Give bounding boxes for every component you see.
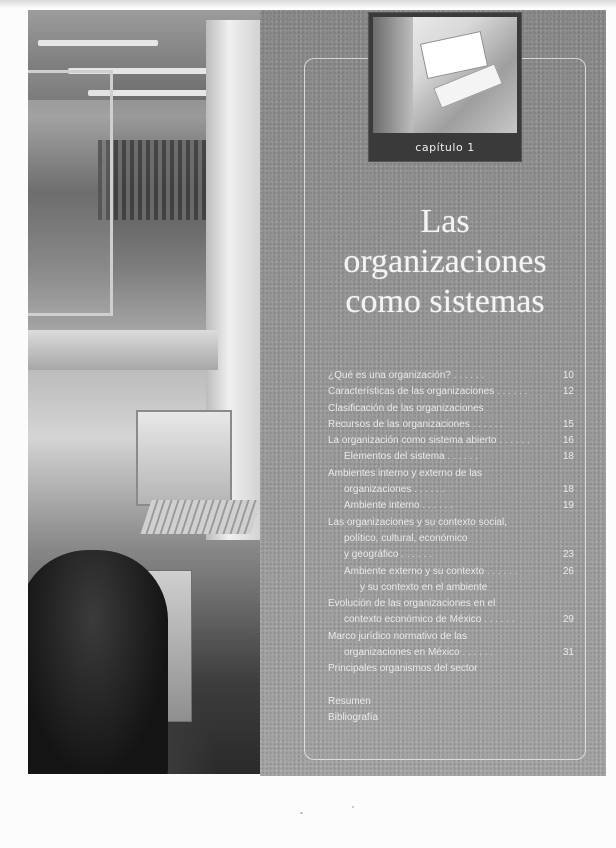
toc-entry-title: organizaciones en México <box>344 647 460 659</box>
toc-entry-title: político, cultural, económico <box>344 532 468 544</box>
toc-leader-dots: . . . . . . <box>444 451 478 463</box>
thumbnail-photo <box>373 17 517 133</box>
toc-leader-dots: . . . . . . <box>398 549 432 561</box>
toc-entry <box>328 710 574 726</box>
toc-leader-dots: . . . . . . <box>459 647 493 659</box>
toc-leader-dots: . . . . . . <box>484 565 518 577</box>
chapter-thumbnail <box>368 12 522 162</box>
toc-entry-title: Ambientes interno y externo de las <box>328 467 482 479</box>
photo-counter <box>28 330 218 370</box>
toc-entry-title: Ambiente interno <box>344 500 420 512</box>
toc-entry-title: Evolución de las organizaciones en el <box>328 598 496 610</box>
toc-entry <box>328 678 574 694</box>
toc-leader-dots: . . . . . . <box>481 614 515 626</box>
toc-page-number: 10 <box>562 370 574 381</box>
toc-entry <box>328 547 574 563</box>
toc-page-number: 26 <box>562 565 574 577</box>
toc-entry <box>328 596 574 612</box>
toc-entry-title: La organización como sistema abierto <box>328 435 497 447</box>
toc-entry-title: ¿Qué es una organización? <box>328 370 451 381</box>
chapter-title-line: organizaciones <box>343 243 547 280</box>
photo-keyboard <box>140 500 261 534</box>
chapter-label: capítulo 1 <box>415 141 475 154</box>
toc-entry <box>328 661 574 677</box>
toc-leader-dots: . . . . . . <box>469 418 504 430</box>
toc-page-number: 12 <box>562 386 574 398</box>
toc-entry <box>328 417 574 433</box>
office-photo <box>28 10 264 774</box>
chapter-title-line: como sistemas <box>345 283 545 320</box>
photo-person <box>28 550 168 774</box>
toc-entry <box>328 433 574 449</box>
toc-page-number: 29 <box>562 614 574 626</box>
toc-entry <box>328 629 574 645</box>
toc-entry <box>328 368 574 384</box>
toc-entry-title: Recursos de las organizaciones <box>328 418 470 430</box>
toc-entry-title: Resumen <box>328 695 371 707</box>
chapter-panel <box>260 10 606 776</box>
toc-entry <box>328 694 574 710</box>
toc-entry-title: Bibliografía <box>328 712 379 724</box>
photo-monitor <box>136 410 232 506</box>
chapter-title <box>320 202 570 322</box>
toc-entry <box>328 466 574 482</box>
toc-leader-dots: . . . . . . <box>496 435 530 447</box>
toc-entry <box>328 482 574 498</box>
ceiling-light <box>38 40 158 46</box>
toc-entry <box>328 645 574 661</box>
photo-shelf <box>98 140 208 220</box>
toc-entry-title: y su contexto en el ambiente <box>360 581 488 593</box>
toc-entry-title: y geográfico <box>344 549 399 561</box>
toc-entry <box>328 580 574 596</box>
toc-entry <box>328 498 574 514</box>
toc-entry-title: Características de las organizaciones <box>328 386 495 398</box>
toc-entry-title: Principales organismos del sector <box>328 663 478 675</box>
toc-page-number: 23 <box>562 549 574 561</box>
toc-entry-title <box>328 680 344 691</box>
toc-page-number: 18 <box>562 484 574 496</box>
toc-leader-dots: . . . . . . <box>450 370 485 381</box>
thumbnail-shape <box>373 17 413 133</box>
scan-speck <box>300 812 303 814</box>
toc-page-number: 19 <box>562 500 574 512</box>
toc-entry-title: Clasificación de las organizaciones <box>328 402 484 414</box>
toc-entry <box>328 531 574 547</box>
toc-entry <box>328 384 574 400</box>
scan-speck <box>352 806 354 808</box>
toc-entry <box>328 612 574 628</box>
toc-page-number: 18 <box>562 451 574 463</box>
toc-page-number: 16 <box>562 435 574 447</box>
scan-edge <box>0 0 616 8</box>
toc-entry <box>328 449 574 465</box>
toc-leader-dots: . . . . . . <box>494 386 528 398</box>
toc-entry-title: contexto económico de México <box>344 614 482 626</box>
toc-entry-title: Las organizaciones y su contexto social, <box>328 516 507 528</box>
toc-page-number: 15 <box>562 418 574 430</box>
chapter-title-line: Las <box>420 203 470 240</box>
toc-entry <box>328 515 574 531</box>
toc-entry-title: Marco jurídico normativo de las <box>328 630 467 642</box>
table-of-contents <box>328 368 574 727</box>
photo-glass-partition <box>28 70 113 316</box>
toc-entry-title: organizaciones <box>344 484 412 496</box>
toc-entry <box>328 564 574 580</box>
toc-entry-title: Ambiente externo y su contexto <box>344 565 485 577</box>
toc-page-number: 31 <box>562 647 574 659</box>
toc-leader-dots: . . . . . . <box>411 484 445 496</box>
toc-entry <box>328 401 574 417</box>
toc-entry-title: Elementos del sistema <box>344 451 445 463</box>
toc-leader-dots: . . . . . . <box>419 500 453 512</box>
